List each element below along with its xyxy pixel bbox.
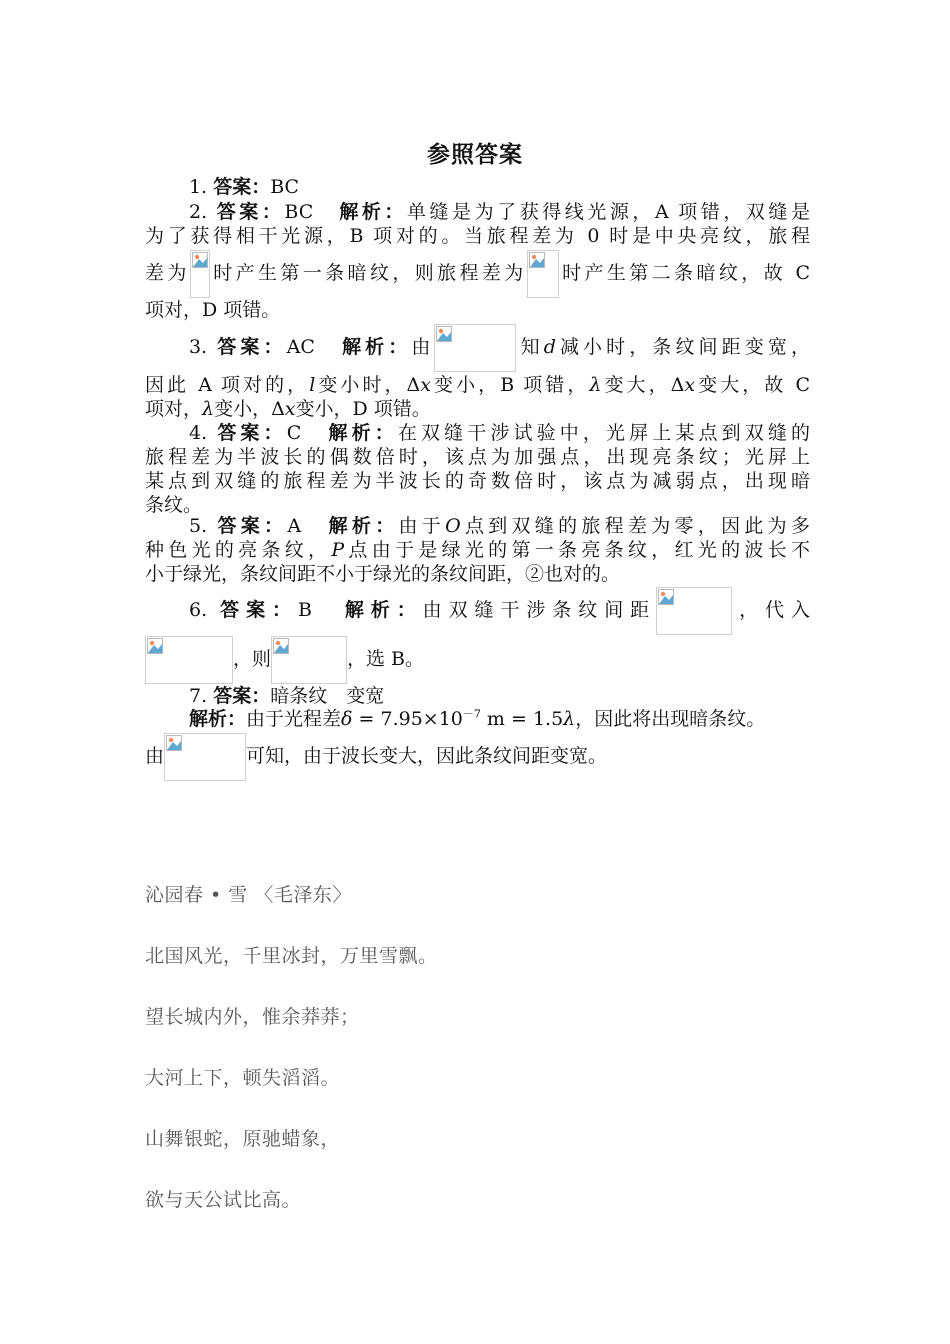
answer-6-line-2: ，则 ，选 B。 bbox=[145, 634, 810, 684]
poem-line: 北国风光，千里冰封，万里雪飘。 bbox=[145, 945, 438, 967]
answer-7-line-2: 解析：由于光程差$\delta = 7.95\times 10^{-7}$ m = 1.5λ，因此将出现暗条纹。 bbox=[189, 707, 766, 730]
answer-6-line-1: 6. 答案：B 解析：由双缝干涉条纹间距 ，代入 bbox=[145, 585, 810, 635]
answer-2-line-2: 为了获得相干光源，B 项对的。当旅程差为 0 时是中央亮纹，旅程 bbox=[145, 225, 810, 247]
poem-line: 大河上下，顿失滔滔。 bbox=[145, 1067, 341, 1089]
page-title: 参照答案 bbox=[427, 142, 523, 168]
answer-2-line-4: 项对，D 项错。 bbox=[145, 299, 281, 321]
formula-image-icon bbox=[190, 250, 210, 298]
poem-line: 山舞银蛇，原驰蜡象， bbox=[145, 1128, 341, 1150]
formula-image-icon bbox=[434, 324, 516, 372]
answer-3-line-3: 项对，λ变小，Δx变小，D 项错。 bbox=[145, 398, 431, 420]
poem-line: 望长城内外，惟余莽莽； bbox=[145, 1006, 360, 1028]
formula-image-icon bbox=[656, 587, 732, 635]
answer-1: 1. 答案：BC bbox=[189, 176, 300, 198]
answer-2-line-3: 差为 时产生第一条暗纹，则旅程差为 时产生第二条暗纹，故 C bbox=[145, 248, 810, 298]
poem-line: 欲与天公试比高。 bbox=[145, 1189, 302, 1211]
answer-3-line-1: 3. 答案：AC 解析：由 知d减小时，条纹间距变宽， bbox=[145, 322, 810, 372]
answer-7-line-3: 由 可知，由于波长变大，因此条纹间距变宽。 bbox=[145, 731, 810, 781]
answer-4-line-2: 旅程差为半波长的偶数倍时，该点为加强点，出现亮条纹；光屏上 bbox=[145, 446, 810, 468]
answer-7-line-1: 7. 答案：暗条纹 变宽 bbox=[189, 685, 385, 707]
formula-image-icon bbox=[527, 250, 559, 298]
poem-title: 沁园春 • 雪 〈毛泽东〉 bbox=[145, 884, 352, 906]
answer-5-line-3: 小于绿光，条纹间距不小于绿光的条纹间距，②也对的。 bbox=[145, 563, 621, 585]
answer-4-line-1: 4. 答案：C 解析：在双缝干涉试验中，光屏上某点到双缝的 bbox=[189, 422, 810, 444]
formula-image-icon bbox=[164, 733, 246, 781]
formula-image-icon bbox=[271, 636, 347, 684]
answer-4-line-4: 条纹。 bbox=[145, 494, 203, 516]
answer-3-line-2: 因此 A 项对的，l变小时，Δx变小，B 项错，λ变大，Δx变大，故 C bbox=[145, 374, 810, 396]
answer-2-line-1: 2. 答案：BC 解析：单缝是为了获得线光源，A 项错，双缝是 bbox=[189, 201, 810, 223]
answer-5-line-1: 5. 答案：A 解析：由于O点到双缝的旅程差为零，因此为多 bbox=[189, 515, 810, 537]
answer-4-line-3: 某点到双缝的旅程差为半波长的奇数倍时，该点为减弱点，出现暗 bbox=[145, 470, 810, 492]
formula-image-icon bbox=[145, 636, 233, 684]
answer-5-line-2: 种色光的亮条纹，P点由于是绿光的第一条亮条纹，红光的波长不 bbox=[145, 539, 810, 561]
